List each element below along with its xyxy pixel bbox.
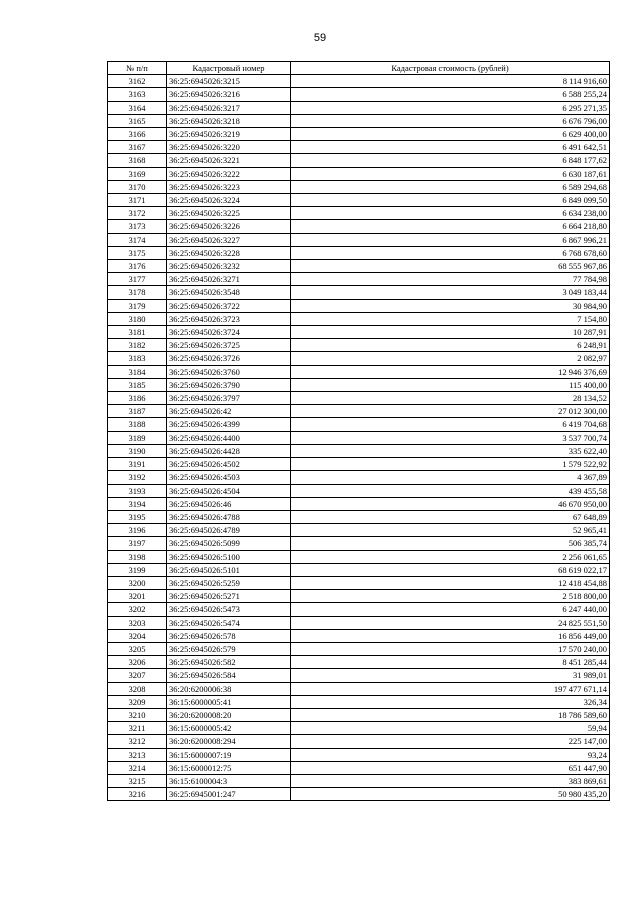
cadastral-value-cell: 225 147,00 <box>291 735 610 748</box>
cadastral-value-cell: 6 664 218,80 <box>291 220 610 233</box>
cadastral-value-cell: 3 537 700,74 <box>291 431 610 444</box>
table-body <box>108 75 610 801</box>
cadastral-value-cell: 7 154,80 <box>291 312 610 325</box>
header-cadastral-value: Кадастровая стоимость (рублей) <box>291 62 610 75</box>
cadastral-value-cell: 6 629 400,00 <box>291 128 610 141</box>
header-cadastral-number: Кадастровый номер <box>167 62 291 75</box>
table-row <box>108 484 610 497</box>
cadastral-number-cell: 36:15:6000007:19 <box>167 748 291 761</box>
cadastral-value-cell: 651 447,90 <box>291 761 610 774</box>
cadastral-value-cell: 24 825 551,50 <box>291 616 610 629</box>
cadastral-number-cell: 36:25:6945026:3726 <box>167 352 291 365</box>
cadastral-number-cell: 36:25:6945026:3224 <box>167 194 291 207</box>
row-number-cell: 3216 <box>108 788 167 801</box>
cadastral-number-cell: 36:25:6945026:3790 <box>167 378 291 391</box>
cadastral-value-cell: 12 946 376,69 <box>291 365 610 378</box>
cadastral-number-cell: 36:25:6945026:3216 <box>167 88 291 101</box>
row-number-cell: 3211 <box>108 722 167 735</box>
row-number-cell: 3213 <box>108 748 167 761</box>
cadastral-value-cell: 12 418 454,88 <box>291 576 610 589</box>
table-row <box>108 458 610 471</box>
cadastral-value-cell: 6 419 704,68 <box>291 418 610 431</box>
cadastral-number-cell: 36:25:6945026:3232 <box>167 260 291 273</box>
table-row <box>108 418 610 431</box>
table-row <box>108 629 610 642</box>
cadastral-number-cell: 36:25:6945026:4400 <box>167 431 291 444</box>
cadastral-value-cell: 6 867 996,21 <box>291 233 610 246</box>
cadastral-value-cell: 2 082,97 <box>291 352 610 365</box>
table-row <box>108 365 610 378</box>
cadastral-value-cell: 6 676 796,00 <box>291 114 610 127</box>
row-number-cell: 3190 <box>108 444 167 457</box>
row-number-cell: 3196 <box>108 524 167 537</box>
cadastral-number-cell: 36:25:6945026:4503 <box>167 471 291 484</box>
cadastral-value-cell: 30 984,90 <box>291 299 610 312</box>
cadastral-number-cell: 36:25:6945026:5100 <box>167 550 291 563</box>
cadastral-value-cell: 28 134,52 <box>291 392 610 405</box>
cadastral-value-cell: 2 256 061,65 <box>291 550 610 563</box>
cadastral-value-cell: 27 012 300,00 <box>291 405 610 418</box>
cadastral-value-cell: 197 477 671,14 <box>291 682 610 695</box>
row-number-cell: 3192 <box>108 471 167 484</box>
table-row <box>108 88 610 101</box>
cadastral-number-cell: 36:25:6945026:5101 <box>167 563 291 576</box>
table-row <box>108 260 610 273</box>
cadastral-number-cell: 36:25:6945026:3548 <box>167 286 291 299</box>
cadastral-value-cell: 3 049 183,44 <box>291 286 610 299</box>
row-number-cell: 3201 <box>108 590 167 603</box>
row-number-cell: 3194 <box>108 497 167 510</box>
cadastral-value-cell: 17 570 240,00 <box>291 642 610 655</box>
cadastral-number-cell: 36:15:6000012:75 <box>167 761 291 774</box>
cadastral-number-cell: 36:25:6945026:5271 <box>167 590 291 603</box>
cadastral-value-cell: 2 518 800,00 <box>291 590 610 603</box>
cadastral-value-cell: 6 247 440,00 <box>291 603 610 616</box>
table-row <box>108 75 610 88</box>
table-row <box>108 312 610 325</box>
cadastral-value-cell: 115 400,00 <box>291 378 610 391</box>
cadastral-number-cell: 36:25:6945026:3218 <box>167 114 291 127</box>
row-number-cell: 3188 <box>108 418 167 431</box>
cadastral-number-cell: 36:15:6000005:42 <box>167 722 291 735</box>
row-number-cell: 3165 <box>108 114 167 127</box>
table-row <box>108 101 610 114</box>
table-row <box>108 550 610 563</box>
cadastral-value-cell: 326,34 <box>291 695 610 708</box>
cadastral-number-cell: 36:15:6000005:41 <box>167 695 291 708</box>
table-row <box>108 405 610 418</box>
cadastral-number-cell: 36:25:6945026:3724 <box>167 326 291 339</box>
cadastral-number-cell: 36:25:6945026:4428 <box>167 444 291 457</box>
cadastral-value-cell: 6 634 238,00 <box>291 207 610 220</box>
row-number-cell: 3162 <box>108 75 167 88</box>
row-number-cell: 3205 <box>108 642 167 655</box>
table-row <box>108 524 610 537</box>
row-number-cell: 3164 <box>108 101 167 114</box>
cadastral-number-cell: 36:25:6945026:5474 <box>167 616 291 629</box>
table-row <box>108 154 610 167</box>
table-row <box>108 194 610 207</box>
table-row <box>108 537 610 550</box>
table-row <box>108 603 610 616</box>
table-row <box>108 576 610 589</box>
row-number-cell: 3178 <box>108 286 167 299</box>
table-row <box>108 708 610 721</box>
cadastral-value-cell: 8 114 916,60 <box>291 75 610 88</box>
cadastral-value-cell: 52 965,41 <box>291 524 610 537</box>
row-number-cell: 3199 <box>108 563 167 576</box>
row-number-cell: 3174 <box>108 233 167 246</box>
table-row <box>108 774 610 787</box>
row-number-cell: 3185 <box>108 378 167 391</box>
row-number-cell: 3200 <box>108 576 167 589</box>
row-number-cell: 3172 <box>108 207 167 220</box>
cadastral-value-cell: 383 869,61 <box>291 774 610 787</box>
cadastral-value-cell: 6 588 255,24 <box>291 88 610 101</box>
table-row <box>108 299 610 312</box>
cadastral-value-cell: 6 248,91 <box>291 339 610 352</box>
table-row <box>108 273 610 286</box>
table-row <box>108 788 610 801</box>
row-number-cell: 3210 <box>108 708 167 721</box>
table-row <box>108 722 610 735</box>
table-row <box>108 167 610 180</box>
cadastral-number-cell: 36:25:6945026:3223 <box>167 180 291 193</box>
cadastral-value-cell: 1 579 522,92 <box>291 458 610 471</box>
cadastral-value-cell: 67 648,89 <box>291 510 610 523</box>
row-number-cell: 3167 <box>108 141 167 154</box>
row-number-cell: 3207 <box>108 669 167 682</box>
row-number-cell: 3186 <box>108 392 167 405</box>
row-number-cell: 3212 <box>108 735 167 748</box>
cadastral-value-cell: 6 295 271,35 <box>291 101 610 114</box>
row-number-cell: 3197 <box>108 537 167 550</box>
cadastral-number-cell: 36:25:6945026:3722 <box>167 299 291 312</box>
table-header-row <box>108 62 610 75</box>
row-number-cell: 3214 <box>108 761 167 774</box>
table-row <box>108 326 610 339</box>
table-row <box>108 590 610 603</box>
cadastral-number-cell: 36:25:6945026:3222 <box>167 167 291 180</box>
row-number-cell: 3189 <box>108 431 167 444</box>
row-number-cell: 3215 <box>108 774 167 787</box>
cadastral-value-cell: 18 786 589,60 <box>291 708 610 721</box>
cadastral-number-cell: 36:25:6945026:3271 <box>167 273 291 286</box>
cadastral-number-cell: 36:25:6945026:4788 <box>167 510 291 523</box>
cadastral-number-cell: 36:25:6945026:3217 <box>167 101 291 114</box>
row-number-cell: 3202 <box>108 603 167 616</box>
cadastral-number-cell: 36:25:6945026:4399 <box>167 418 291 431</box>
cadastral-number-cell: 36:25:6945026:3215 <box>167 75 291 88</box>
cadastral-value-cell: 8 451 285,44 <box>291 656 610 669</box>
table-row <box>108 378 610 391</box>
table-row <box>108 180 610 193</box>
cadastral-number-cell: 36:15:6100004:3 <box>167 774 291 787</box>
table-row <box>108 114 610 127</box>
row-number-cell: 3177 <box>108 273 167 286</box>
cadastral-value-table <box>107 61 610 801</box>
cadastral-number-cell: 36:25:6945026:3725 <box>167 339 291 352</box>
table-row <box>108 471 610 484</box>
table-row <box>108 128 610 141</box>
cadastral-number-cell: 36:20:6200008:294 <box>167 735 291 748</box>
cadastral-value-cell: 68 619 022,17 <box>291 563 610 576</box>
table-row <box>108 748 610 761</box>
cadastral-number-cell: 36:25:6945026:3227 <box>167 233 291 246</box>
cadastral-number-cell: 36:25:6945026:3760 <box>167 365 291 378</box>
row-number-cell: 3208 <box>108 682 167 695</box>
cadastral-number-cell: 36:25:6945026:4789 <box>167 524 291 537</box>
cadastral-value-cell: 16 856 449,00 <box>291 629 610 642</box>
table-row <box>108 563 610 576</box>
row-number-cell: 3175 <box>108 246 167 259</box>
table-row <box>108 352 610 365</box>
table-row <box>108 392 610 405</box>
cadastral-value-cell: 6 491 642,51 <box>291 141 610 154</box>
table-row <box>108 497 610 510</box>
table-row <box>108 233 610 246</box>
page-number: 59 <box>313 32 327 44</box>
cadastral-value-cell: 59,94 <box>291 722 610 735</box>
cadastral-value-cell: 46 670 950,00 <box>291 497 610 510</box>
row-number-cell: 3176 <box>108 260 167 273</box>
cadastral-value-cell: 335 622,40 <box>291 444 610 457</box>
cadastral-number-cell: 36:20:6200008:20 <box>167 708 291 721</box>
table-row <box>108 431 610 444</box>
cadastral-number-cell: 36:25:6945026:5473 <box>167 603 291 616</box>
row-number-cell: 3169 <box>108 167 167 180</box>
table-row <box>108 207 610 220</box>
table-row <box>108 669 610 682</box>
row-number-cell: 3187 <box>108 405 167 418</box>
cadastral-value-cell: 93,24 <box>291 748 610 761</box>
cadastral-number-cell: 36:25:6945026:3226 <box>167 220 291 233</box>
header-row-number: № п/п <box>108 62 167 75</box>
table-row <box>108 444 610 457</box>
cadastral-number-cell: 36:25:6945026:4504 <box>167 484 291 497</box>
cadastral-number-cell: 36:25:6945026:5099 <box>167 537 291 550</box>
cadastral-number-cell: 36:25:6945026:3220 <box>167 141 291 154</box>
cadastral-number-cell: 36:25:6945026:42 <box>167 405 291 418</box>
cadastral-number-cell: 36:25:6945026:3797 <box>167 392 291 405</box>
row-number-cell: 3163 <box>108 88 167 101</box>
row-number-cell: 3179 <box>108 299 167 312</box>
cadastral-value-cell: 50 980 435,20 <box>291 788 610 801</box>
table-row <box>108 656 610 669</box>
table-row <box>108 695 610 708</box>
row-number-cell: 3204 <box>108 629 167 642</box>
cadastral-number-cell: 36:25:6945026:3221 <box>167 154 291 167</box>
row-number-cell: 3203 <box>108 616 167 629</box>
cadastral-value-cell: 6 848 177,62 <box>291 154 610 167</box>
cadastral-value-cell: 6 768 678,60 <box>291 246 610 259</box>
row-number-cell: 3168 <box>108 154 167 167</box>
cadastral-number-cell: 36:25:6945026:3228 <box>167 246 291 259</box>
row-number-cell: 3184 <box>108 365 167 378</box>
cadastral-value-cell: 4 367,89 <box>291 471 610 484</box>
table-row <box>108 761 610 774</box>
row-number-cell: 3170 <box>108 180 167 193</box>
cadastral-number-cell: 36:25:6945001:247 <box>167 788 291 801</box>
row-number-cell: 3180 <box>108 312 167 325</box>
cadastral-value-cell: 6 849 099,50 <box>291 194 610 207</box>
row-number-cell: 3206 <box>108 656 167 669</box>
cadastral-value-cell: 77 784,98 <box>291 273 610 286</box>
cadastral-number-cell: 36:25:6945026:584 <box>167 669 291 682</box>
cadastral-number-cell: 36:25:6945026:579 <box>167 642 291 655</box>
row-number-cell: 3198 <box>108 550 167 563</box>
table-row <box>108 246 610 259</box>
row-number-cell: 3166 <box>108 128 167 141</box>
row-number-cell: 3173 <box>108 220 167 233</box>
cadastral-number-cell: 36:25:6945026:578 <box>167 629 291 642</box>
table-row <box>108 682 610 695</box>
table-row <box>108 286 610 299</box>
cadastral-number-cell: 36:25:6945026:582 <box>167 656 291 669</box>
row-number-cell: 3181 <box>108 326 167 339</box>
cadastral-value-cell: 439 455,58 <box>291 484 610 497</box>
row-number-cell: 3191 <box>108 458 167 471</box>
table-row <box>108 339 610 352</box>
row-number-cell: 3183 <box>108 352 167 365</box>
cadastral-number-cell: 36:25:6945026:3723 <box>167 312 291 325</box>
table-row <box>108 642 610 655</box>
cadastral-value-cell: 68 555 967,86 <box>291 260 610 273</box>
cadastral-value-cell: 6 630 187,61 <box>291 167 610 180</box>
cadastral-value-cell: 6 589 294,68 <box>291 180 610 193</box>
cadastral-number-cell: 36:25:6945026:4502 <box>167 458 291 471</box>
cadastral-value-cell: 10 287,91 <box>291 326 610 339</box>
row-number-cell: 3209 <box>108 695 167 708</box>
cadastral-value-cell: 31 989,01 <box>291 669 610 682</box>
row-number-cell: 3171 <box>108 194 167 207</box>
cadastral-number-cell: 36:25:6945026:5259 <box>167 576 291 589</box>
row-number-cell: 3193 <box>108 484 167 497</box>
row-number-cell: 3195 <box>108 510 167 523</box>
cadastral-value-cell: 506 385,74 <box>291 537 610 550</box>
table-row <box>108 220 610 233</box>
table-row <box>108 735 610 748</box>
table-row <box>108 510 610 523</box>
cadastral-number-cell: 36:20:6200006:38 <box>167 682 291 695</box>
cadastral-number-cell: 36:25:6945026:46 <box>167 497 291 510</box>
row-number-cell: 3182 <box>108 339 167 352</box>
cadastral-number-cell: 36:25:6945026:3225 <box>167 207 291 220</box>
table-row <box>108 141 610 154</box>
cadastral-number-cell: 36:25:6945026:3219 <box>167 128 291 141</box>
table-row <box>108 616 610 629</box>
